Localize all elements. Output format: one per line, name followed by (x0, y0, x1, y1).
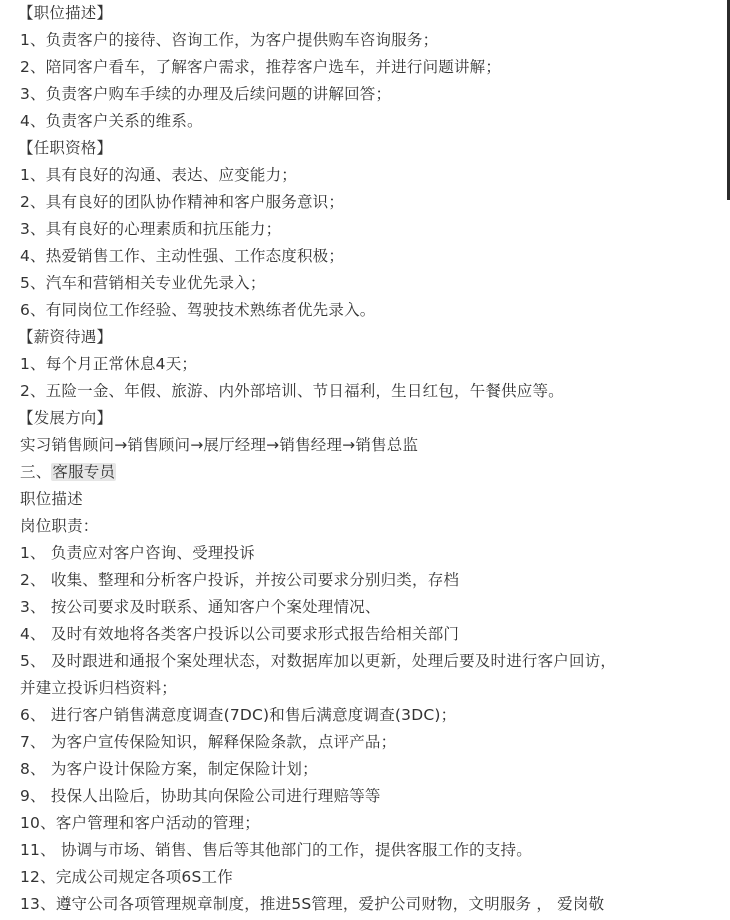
list-item: 7、 为客户宣传保险知识，解释保险条款，点评产品； (20, 733, 397, 751)
list-item: 12、完成公司规定各项6S工作 (20, 868, 233, 886)
list-item: 4、 及时有效地将各类客户投诉以公司要求形式报告给相关部门 (20, 625, 460, 643)
highlighted-title: 客服专员 (52, 463, 116, 481)
section-heading-salary: 【薪资待遇】 (18, 328, 113, 346)
list-item: 3、 按公司要求及时联系、通知客户个案处理情况、 (20, 598, 381, 616)
list-item: 5、汽车和营销相关专业优先录入； (20, 274, 266, 292)
list-item: 3、具有良好的心理素质和抗压能力； (20, 220, 282, 238)
list-item: 8、 为客户设计保险方案，制定保险计划； (20, 760, 318, 778)
subheading: 岗位职责： (20, 517, 99, 535)
section-heading-career-path: 【发展方向】 (18, 409, 113, 427)
list-item: 1、每个月正常休息4天； (20, 355, 198, 373)
list-item: 11、 协调与市场、销售、售后等其他部门的工作，提供客服工作的支持。 (20, 841, 532, 859)
section-heading-qualifications: 【任职资格】 (18, 139, 113, 157)
list-item: 5、 及时跟进和通报个案处理状态，对数据库加以更新，处理后要及时进行客户回访， (20, 652, 617, 670)
list-item: 3、负责客户购车手续的办理及后续问题的讲解回答； (20, 85, 392, 103)
document-body (20, 0, 726, 918)
list-item: 1、具有良好的沟通、表达、应变能力； (20, 166, 297, 184)
section-heading-job-description: 【职位描述】 (18, 4, 113, 22)
list-item: 13、遵守公司各项管理规章制度，推进5S管理，爱护公司财物，文明服务 ， 爱岗敬 (20, 895, 605, 913)
career-path-text: 实习销售顾问→销售顾问→展厅经理→销售经理→销售总监 (20, 436, 419, 454)
section-number: 三、 (20, 463, 52, 481)
list-item: 4、负责客户关系的维系。 (20, 112, 203, 130)
list-item: 9、 投保人出险后，协助其向保险公司进行理赔等等 (20, 787, 381, 805)
list-item: 4、热爱销售工作、主动性强、工作态度积极； (20, 247, 345, 265)
list-item: 2、 收集、整理和分析客户投诉，并按公司要求分别归类，存档 (20, 571, 460, 589)
list-item: 10、客户管理和客户活动的管理； (20, 814, 260, 832)
list-item: 2、陪同客户看车，了解客户需求，推荐客户选车，并进行问题讲解； (20, 58, 502, 76)
list-item-continuation: 并建立投诉归档资料； (20, 679, 178, 697)
list-item: 1、 负责应对客户咨询、受理投诉 (20, 544, 255, 562)
section-title-customer-service (20, 459, 726, 486)
list-item: 6、 进行客户销售满意度调查(7DC)和售后满意度调查(3DC)； (20, 706, 457, 724)
list-item: 2、五险一金、年假、旅游、内外部培训、节日福利，生日红包，午餐供应等。 (20, 382, 564, 400)
subheading: 职位描述 (20, 490, 83, 508)
list-item: 6、有同岗位工作经验、驾驶技术熟练者优先录入。 (20, 301, 376, 319)
list-item: 1、负责客户的接待、咨询工作，为客户提供购车咨询服务； (20, 31, 439, 49)
list-item: 2、具有良好的团队协作精神和客户服务意识； (20, 193, 345, 211)
